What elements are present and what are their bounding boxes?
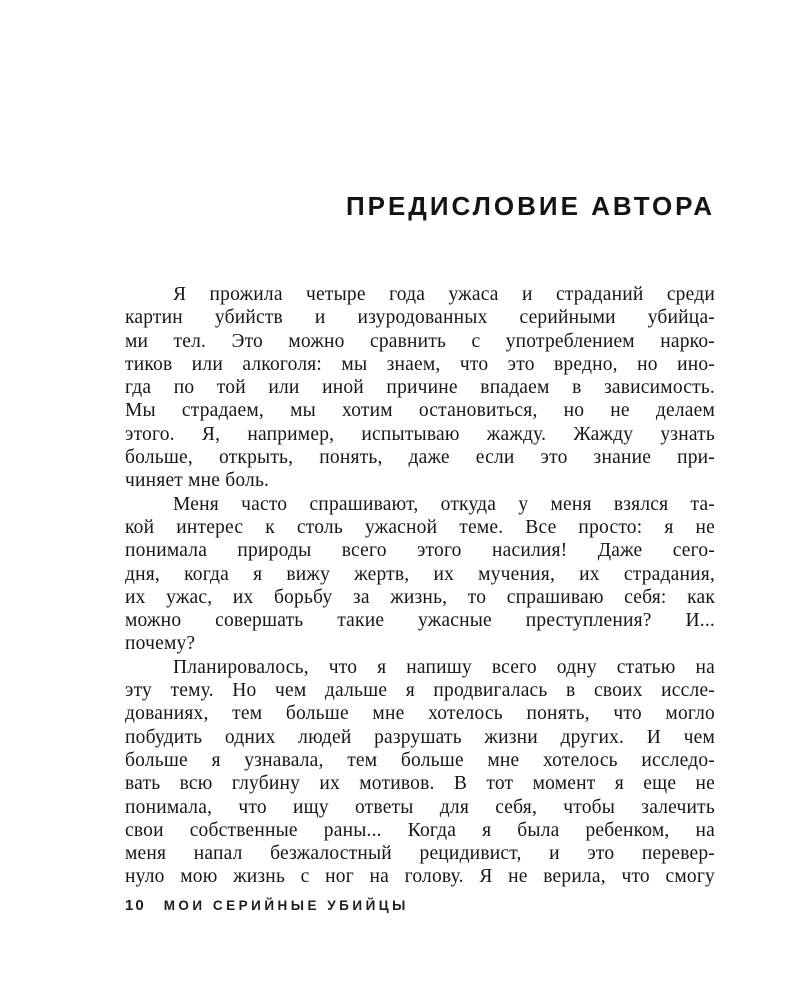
page-number: 10 bbox=[125, 897, 146, 914]
text-line: меня напал безжалостный рецидивист, и это перевер- bbox=[125, 843, 715, 865]
text-line: дня, когда я вижу жертв, их мучения, их страдания, bbox=[125, 563, 715, 585]
text-line: вать всю глубину их мотивов. В тот момент я еще не bbox=[125, 773, 715, 795]
text-line: почему? bbox=[125, 633, 196, 655]
paragraph bbox=[125, 656, 715, 889]
text-line: Планировалось, что я напишу всего одну статью на bbox=[173, 656, 715, 678]
text-line: нуло мою жизнь с ног на голову. Я не верила, что смогу bbox=[125, 866, 715, 888]
text-line: эту тему. Но чем дальше я продвигалась в своих иссле- bbox=[125, 680, 715, 702]
text-line: можно совершать такие ужасные преступления? И... bbox=[125, 610, 715, 632]
text-line: гда по той или иной причине впадаем в зависимость. bbox=[125, 377, 715, 399]
text-line: этого. Я, например, испытываю жажду. Жажду узнать bbox=[125, 423, 715, 445]
chapter-heading: ПРЕДИСЛОВИЕ АВТОРА bbox=[345, 191, 715, 221]
text-line: Меня часто спрашивают, откуда у меня взялся та- bbox=[173, 493, 715, 515]
text-line: Я прожила четыре года ужаса и страданий среди bbox=[173, 284, 715, 305]
text-line: картин убийств и изуродованных серийными убийца- bbox=[125, 307, 715, 329]
text-line: больше я узнавала, тем больше мне хотелось исследо- bbox=[125, 749, 715, 771]
text-line: чиняет мне боль. bbox=[125, 470, 270, 492]
running-title: МОИ СЕРИЙНЫЕ УБИЙЦЫ bbox=[163, 898, 409, 913]
text-line: Мы страдаем, мы хотим остановиться, но не делаем bbox=[125, 400, 715, 422]
text-line: их ужас, их борьбу за жизнь, то спрашиваю себя: как bbox=[125, 586, 715, 608]
text-line: побудить одних людей разрушать жизни других. И чем bbox=[125, 726, 715, 748]
text-line: кой интерес к столь ужасной теме. Все просто: я не bbox=[125, 516, 715, 538]
text-line: больше, открыть, понять, даже если это знание при- bbox=[125, 447, 715, 469]
text-line: понимала, что ищу ответы для себя, чтобы залечить bbox=[125, 796, 715, 818]
text-line: тиков или алкоголя: мы знаем, что это вредно, но ино- bbox=[125, 353, 715, 375]
text-line: понимала природы всего этого насилия! Даже сего- bbox=[125, 540, 715, 562]
text-line: свои собственные раны... Когда я была ребенком, на bbox=[125, 819, 715, 841]
text-line: ми тел. Это можно сравнить с употреблением нарко- bbox=[125, 330, 715, 352]
body-text bbox=[125, 283, 715, 889]
paragraph bbox=[125, 283, 715, 493]
page-footer bbox=[125, 897, 409, 914]
text-line: дованиях, тем больше мне хотелось понять, что могло bbox=[125, 703, 715, 725]
paragraph bbox=[125, 493, 715, 656]
